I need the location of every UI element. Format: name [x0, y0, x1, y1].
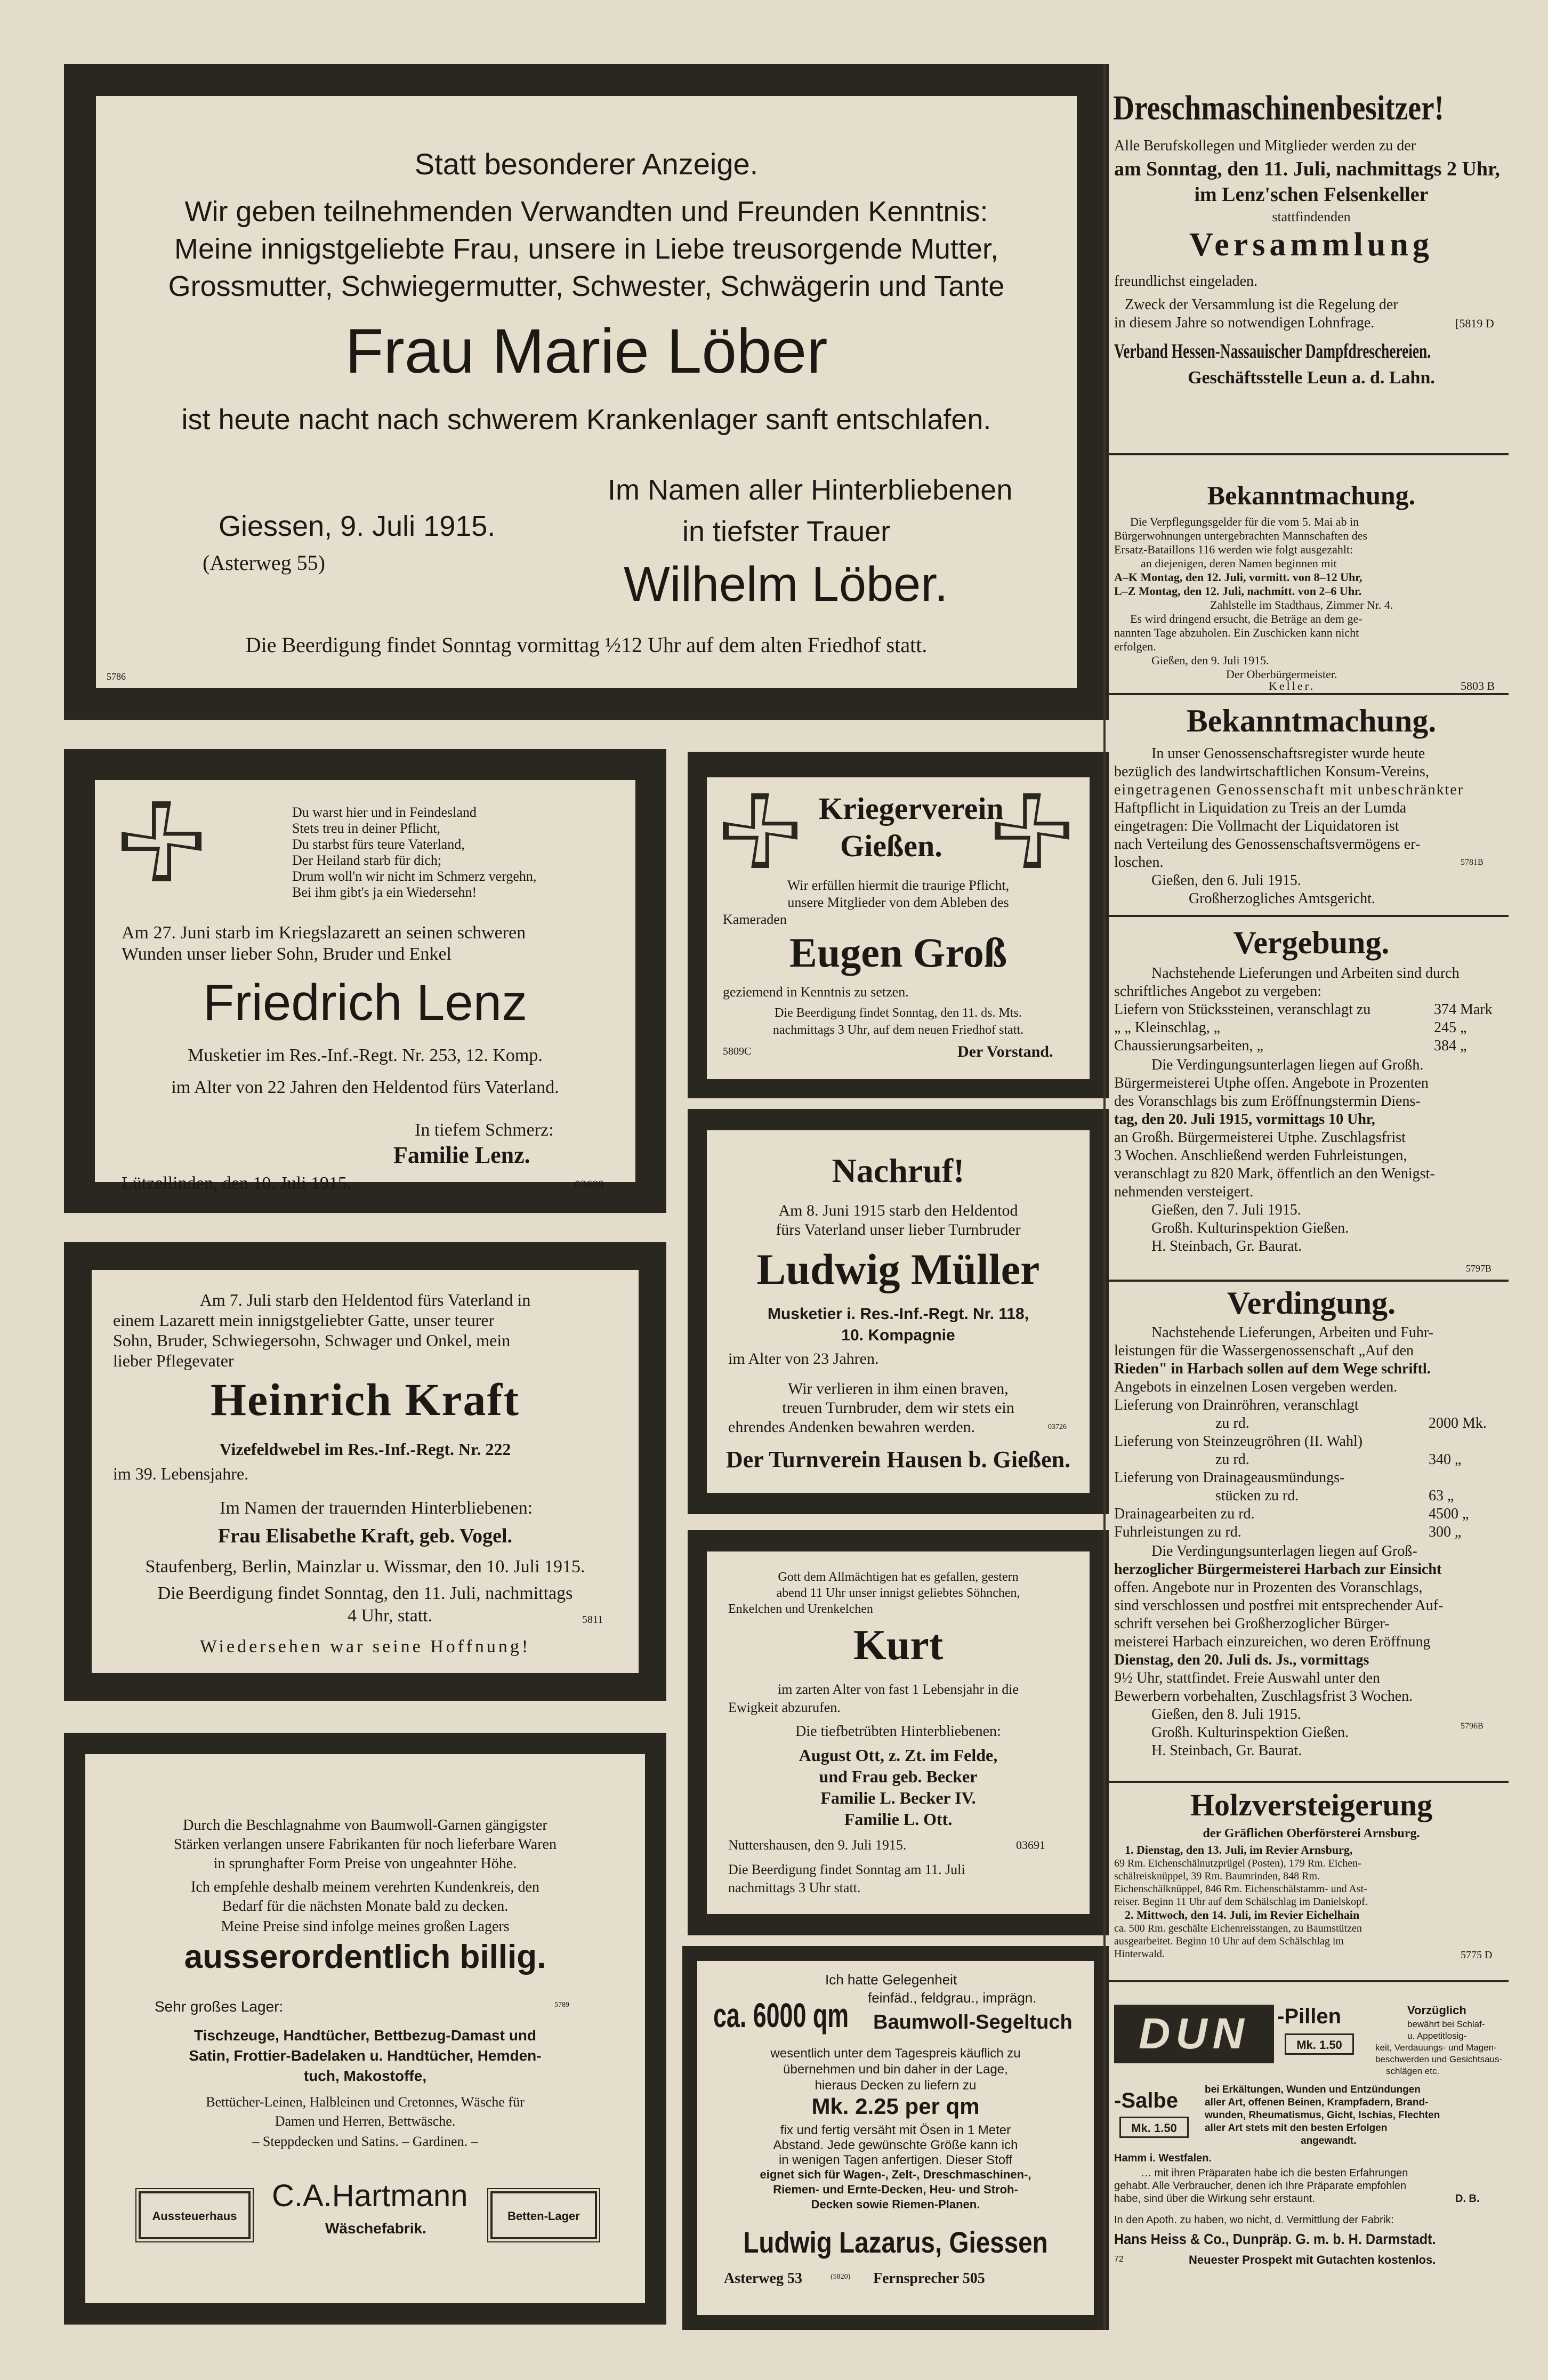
- verd-row-amount: 340 „: [1429, 1451, 1462, 1468]
- rank-line: 10. Kompagnie: [841, 1326, 955, 1344]
- rank-line: Musketier i. Res.-Inf.-Regt. Nr. 118,: [767, 1305, 1029, 1323]
- salbe-text: wunden, Rheumatismus, Gicht, Ischias, Flechten: [1205, 2110, 1440, 2121]
- verg-line: Bürgermeisterei Utphe offen. Angebote in Prozenten: [1114, 1075, 1429, 1091]
- testimonial: … mit ihren Präparaten habe ich die besten Erfahrungen: [1141, 2167, 1408, 2179]
- items-line: Bettücher-Leinen, Halbleinen und Cretonnes, Wäsche für: [206, 2094, 525, 2110]
- bek2-line: eingetragen: Die Vollmacht der Liquidatoren ist: [1114, 818, 1399, 834]
- iron-cross-icon: [995, 793, 1069, 868]
- bek1-line: nannten Tage abzuholen. Ein Zuschicken kann nicht: [1114, 626, 1359, 639]
- bek1-line: an diejenigen, deren Namen beginnen mit: [1141, 557, 1337, 570]
- items-line: Satin, Frottier-Badelaken u. Handtücher, Hemden-: [189, 2047, 542, 2064]
- kurt-line: Enkelchen und Urenkelchen: [728, 1602, 873, 1616]
- club-signer: Der Turnverein Hausen b. Gießen.: [725, 1446, 1071, 1473]
- dresch-line: Zweck der Versammlung ist die Regelung der: [1125, 296, 1398, 313]
- ad-code: 03689: [575, 1178, 604, 1191]
- notice-title: Vergebung.: [1233, 925, 1390, 960]
- ad-code: 5811: [582, 1614, 603, 1626]
- mourners-line: Im Namen der trauernden Hinterbliebenen:: [220, 1498, 533, 1518]
- phone: Fernsprecher 505: [873, 2270, 985, 2287]
- dresch-line: freundlichst eingeladen.: [1114, 273, 1258, 290]
- verg-line: Nachstehende Lieferungen und Arbeiten sind durch: [1151, 965, 1460, 982]
- mueller-line: fürs Vaterland unser lieber Turnbruder: [776, 1221, 1021, 1239]
- holz-line: schälreisknüppel, 39 Rm. Baumrinden, 848 Rm.: [1114, 1870, 1320, 1882]
- pills-label: -Pillen: [1277, 2005, 1342, 2028]
- product-name: Baumwoll-Segeltuch: [873, 2011, 1073, 2033]
- verg-line: tag, den 20. Juli 1915, vormittags 10 Uhr,: [1114, 1111, 1375, 1128]
- salbe-text: angewandt.: [1301, 2135, 1357, 2146]
- bek2-line: nach Verteilung des Genossenschaftsvermögens er-: [1114, 836, 1421, 853]
- holz-line: der Gräflichen Oberförsterei Arnsburg.: [1203, 1827, 1420, 1840]
- pills-price: Mk. 1.50: [1285, 2033, 1354, 2055]
- bek1-line: erfolgen.: [1114, 640, 1156, 653]
- dresch-line: in diesem Jahre so notwendigen Lohnfrage.: [1114, 315, 1375, 331]
- salbe-text: aller Art stets mit den besten Erfolgen: [1205, 2122, 1388, 2134]
- holz-line: ca. 500 Rm. geschälte Eichenreisstangen, zu Baumstützen: [1114, 1923, 1362, 1934]
- bek1-line: Zahlstelle im Stadthaus, Zimmer Nr. 4.: [1210, 598, 1393, 612]
- dresch-line: stattfindenden: [1272, 209, 1351, 224]
- rank-line: Vizefeldwebel im Res.-Inf.-Regt. Nr. 222: [219, 1440, 511, 1459]
- verd-row-item: Lieferung von Drainageausmündungs-: [1114, 1469, 1345, 1486]
- pills-text: bewährt bei Schlaf-: [1407, 2019, 1485, 2029]
- holz-line: 2. Mittwoch, den 14. Juli, im Revier Eichelhain: [1125, 1908, 1360, 1921]
- mourners-line: Im Namen aller Hinterbliebenen: [608, 474, 1013, 506]
- holz-line: Hinterwald.: [1114, 1948, 1165, 1960]
- ad-line: fix und fertig versäht mit Ösen in 1 Meter: [780, 2123, 1011, 2137]
- mueller-line: ehrendes Andenken bewahren werden.: [728, 1418, 975, 1436]
- ad-code: 5803 B: [1461, 679, 1495, 693]
- rank-line: Musketier im Res.-Inf.-Regt. Nr. 253, 12. Komp.: [188, 1046, 543, 1065]
- notice-title: Dreschmaschinenbesitzer!: [1113, 89, 1445, 127]
- bek1-line: A–K Montag, den 12. Juli, vormitt. von 8–12 Uhr,: [1114, 570, 1362, 584]
- pain-line: In tiefem Schmerz:: [415, 1120, 554, 1140]
- headline: ausserordentlich billig.: [184, 1939, 546, 1975]
- funeral-info: 4 Uhr, statt.: [348, 1606, 433, 1626]
- verg-line: nehmenden versteigert.: [1114, 1184, 1254, 1200]
- kriegerverein-notice: [688, 752, 1109, 1098]
- bek2-line: eingetragenen Genossenschaft mit unbeschränkter: [1114, 782, 1464, 798]
- kraft-line: Sohn, Bruder, Schwiegersohn, Schwager und Onkel, mein: [113, 1331, 511, 1350]
- verd-line: 9½ Uhr, stattfindet. Freie Auswahl unter den: [1114, 1670, 1380, 1686]
- kv-line: Kameraden: [723, 912, 787, 927]
- bekanntmachung-1: [1109, 459, 1514, 693]
- items-line: Tischzeuge, Handtücher, Bettbezug-Damast und: [194, 2027, 537, 2044]
- ad-code: 5775 D: [1461, 1949, 1493, 1961]
- ad-code: 03726: [1048, 1423, 1067, 1431]
- holz-line: 69 Rm. Eichenschälnutzprügel (Posten), 179 Rm. Eichen-: [1114, 1858, 1361, 1869]
- pills-text: keit, Verdauungs- und Magen-: [1375, 2043, 1497, 2053]
- kv-line: unsere Mitglieder von dem Ableben des: [787, 895, 1009, 910]
- verd-line: meisterei Harbach einzureichen, wo deren Eröffnung: [1114, 1634, 1431, 1650]
- ad-code: [5819 D: [1455, 317, 1494, 330]
- salbe-label: -Salbe: [1114, 2089, 1179, 2112]
- ad-line: Meine Preise sind infolge meines großen Lagers: [221, 1918, 510, 1935]
- iron-cross-icon: [122, 801, 201, 881]
- items-line: – Steppdecken und Satins. – Gardinen. –: [252, 2134, 478, 2149]
- place-date: Giessen, 9. Juli 1915.: [219, 510, 496, 542]
- items-line: tuch, Makostoffe,: [303, 2068, 427, 2084]
- ad-line: wesentlich unter dem Tagespreis käuflich zu: [770, 2046, 1021, 2061]
- kurt-line: im zarten Alter von fast 1 Lebensjahr in die: [778, 1682, 1019, 1697]
- testimonial: habe, sind über die Wirkung sehr erstaunt.: [1114, 2193, 1315, 2205]
- firm-name: C.A.Hartmann: [272, 2178, 468, 2213]
- ad-line: feinfäd., feldgrau., imprägn.: [868, 1990, 1037, 2006]
- holz-line: Eichenschälknüppel, 846 Rm. Eichenschälstamm- und Ast-: [1114, 1883, 1367, 1895]
- verd-line: Rieden" in Harbach sollen auf dem Wege schriftl.: [1114, 1361, 1431, 1377]
- verd-line: Bewerbern vorbehalten, Zuschlagsfrist 3 Wochen.: [1114, 1688, 1413, 1704]
- section-rule: [1109, 1781, 1509, 1783]
- verse-line: Du starbst fürs teure Vaterland,: [292, 837, 465, 852]
- signer-name: August Ott, z. Zt. im Felde,: [799, 1746, 998, 1765]
- holz-line: ausgearbeitet. Beginn 10 Uhr auf dem Schälschlag im: [1114, 1935, 1344, 1947]
- bek1-line: Gießen, den 9. Juli 1915.: [1151, 654, 1269, 667]
- verse-line: Stets treu in deiner Pflicht,: [292, 821, 441, 836]
- dresch-line: am Sonntag, den 11. Juli, nachmittags 2 Uhr,: [1114, 158, 1500, 180]
- mueller-line: Wir verlieren in ihm einen braven,: [788, 1380, 1009, 1397]
- meeting-headline: Versammlung: [1189, 227, 1433, 263]
- verg-line: des Voranschlags bis zum Eröffnungstermin Diens-: [1114, 1093, 1421, 1109]
- place-date: Nuttershausen, den 9. Juli 1915.: [728, 1837, 907, 1853]
- notice-title: Bekanntmachung.: [1207, 480, 1416, 510]
- verd-row-item: Drainagearbeiten zu rd.: [1114, 1506, 1255, 1522]
- bek1-line: Es wird dringend ersucht, die Beträge an dem ge-: [1130, 612, 1362, 625]
- ad-line: Stärken verlangen unsere Fabrikanten für noch lieferbare Waren: [174, 1836, 557, 1853]
- outfitter-badge: Aussteuerhaus: [139, 2191, 251, 2239]
- mueller-line: Am 8. Juni 1915 starb den Heldentod: [778, 1202, 1018, 1219]
- loeber-line: Wir geben teilnehmenden Verwandten und Freunden Kenntnis:: [184, 196, 988, 228]
- verd-row-amount: 63 „: [1429, 1488, 1454, 1504]
- testimonial-town: Hamm i. Westfalen.: [1114, 2152, 1212, 2164]
- age-line: im 39. Lebensjahre.: [113, 1464, 249, 1483]
- firm-name: Hans Heiss & Co., Dunpräp. G. m. b. H. Darmstadt.: [1114, 2231, 1436, 2247]
- mourners-line: in tiefster Trauer: [682, 516, 891, 548]
- verg-row-item: Liefern von Stückssteinen, veranschlagt zu: [1114, 1001, 1371, 1018]
- kurt-notice: [688, 1530, 1109, 1935]
- verg-line: H. Steinbach, Gr. Baurat.: [1151, 1238, 1302, 1255]
- items-line: Damen und Herren, Bettwäsche.: [275, 2113, 456, 2129]
- kraft-line: einem Lazarett mein innigstgeliebter Gatte, unser teurer: [113, 1310, 495, 1330]
- stock-label: Sehr großes Lager:: [155, 1998, 284, 2015]
- family-signer: Familie Lenz.: [393, 1142, 530, 1168]
- motto: Wiedersehen war seine Hoffnung!: [199, 1637, 531, 1657]
- salbe-text: aller Art, offenen Beinen, Krampfadern, Brand-: [1205, 2097, 1429, 2108]
- verg-row-item: „ „ Kleinschlag, „: [1114, 1019, 1221, 1036]
- ad-line: hieraus Decken zu liefern zu: [815, 2078, 977, 2093]
- org-name: Verband Hessen-Nassauischer Dampfdreschereien.: [1114, 340, 1431, 363]
- kurt-line: abend 11 Uhr unser innigst geliebtes Söhnchen,: [776, 1586, 1020, 1600]
- bek1-line: Der Oberbürgermeister.: [1226, 668, 1337, 681]
- loeber-notice: [64, 64, 1109, 720]
- office: Geschäftsstelle Leun a. d. Lahn.: [1188, 368, 1435, 388]
- mueller-line: treuen Turnbruder, dem wir stets ein: [782, 1399, 1014, 1417]
- kv-line: nachmittags 3 Uhr, auf dem neuen Friedhof statt.: [772, 1023, 1024, 1037]
- loeber-line: Grossmutter, Schwiegermutter, Schwester, Schwägerin und Tante: [168, 270, 1005, 302]
- ad-line: Decken sowie Riemen-Planen.: [811, 2198, 980, 2211]
- address: (Asterweg 55): [203, 551, 325, 575]
- section-rule: [1109, 1980, 1509, 1982]
- notice-title: Verdingung.: [1227, 1285, 1396, 1321]
- iron-cross-icon: [723, 793, 797, 868]
- verg-line: Gießen, den 7. Juli 1915.: [1151, 1202, 1301, 1218]
- signer-name: Wilhelm Löber.: [624, 557, 948, 612]
- ad-line: Ich empfehle deshalb meinem verehrten Kundenkreis, den: [191, 1879, 539, 1895]
- verg-row-item: Chaussierungsarbeiten, „: [1114, 1038, 1263, 1054]
- verd-line: Die Verdingungsunterlagen liegen auf Groß-: [1151, 1543, 1417, 1559]
- pills-text: Vorzüglich: [1407, 2004, 1466, 2017]
- kv-line: geziemend in Kenntnis zu setzen.: [723, 984, 909, 1000]
- deceased-name: Frau Marie Löber: [345, 316, 828, 387]
- bek1-signer: Keller.: [1269, 679, 1316, 693]
- holz-line: 1. Dienstag, den 13. Juli, im Revier Arnsburg,: [1125, 1843, 1353, 1856]
- pills-text: beschwerden und Gesichtsaus-: [1375, 2054, 1503, 2064]
- section-rule: [1109, 453, 1509, 455]
- ad-code: 5786: [107, 671, 126, 682]
- age-line: im Alter von 22 Jahren den Heldentod fürs Vaterland.: [171, 1078, 559, 1097]
- ad-line: Abstand. Jede gewünschte Größe kann ich: [773, 2138, 1018, 2152]
- kraft-line: lieber Pflegevater: [113, 1351, 234, 1370]
- quantity: ca. 6000 qm: [713, 1996, 849, 2035]
- bek1-line: Die Verpflegungsgelder für die vom 5. Mai ab in: [1130, 515, 1359, 528]
- bekanntmachung-2: [1109, 693, 1514, 917]
- mueller-notice: [688, 1109, 1109, 1514]
- deceased-name: Friedrich Lenz: [203, 974, 528, 1031]
- court-name: Großherzogliches Amtsgericht.: [1189, 890, 1375, 907]
- verg-line: schriftliches Angebot zu vergeben:: [1114, 983, 1322, 1000]
- verd-line: Gießen, den 8. Juli 1915.: [1151, 1706, 1301, 1723]
- verd-line: leistungen für die Wassergenossenschaft „Auf den: [1114, 1342, 1414, 1359]
- signer-name: Frau Elisabethe Kraft, geb. Vogel.: [217, 1525, 513, 1547]
- notice-title: Bekanntmachung.: [1186, 703, 1437, 738]
- verg-line: an Großh. Bürgermeisterei Utphe. Zuschlagsfrist: [1114, 1129, 1406, 1146]
- loeber-header: Statt besonderer Anzeige.: [414, 147, 759, 181]
- ad-line: Ich hatte Gelegenheit: [825, 1972, 957, 1988]
- verd-row-item: Lieferung von Steinzeugröhren (II. Wahl): [1114, 1433, 1363, 1450]
- dresch-line: im Lenz'schen Felsenkeller: [1194, 183, 1429, 206]
- loeber-line: Meine innigstgeliebte Frau, unsere in Liebe treusorgende Mutter,: [174, 233, 998, 265]
- lenz-notice: [64, 749, 666, 1213]
- kv-signer: Der Vorstand.: [957, 1043, 1053, 1060]
- loeber-line: ist heute nacht nach schwerem Krankenlager sanft entschlafen.: [181, 404, 991, 436]
- verd-row-item: Fuhrleistungen zu rd.: [1114, 1524, 1241, 1540]
- availability: In den Apoth. zu haben, wo nicht, d. Vermittlung der Fabrik:: [1114, 2214, 1394, 2226]
- kv-line: Die Beerdigung findet Sonntag, den 11. ds. Mts.: [775, 1006, 1022, 1020]
- verd-row-sub: zu rd.: [1215, 1451, 1249, 1468]
- verg-line: veranschlagt zu 820 Mark, öffentlich an den Wenigst-: [1114, 1165, 1435, 1182]
- verg-row-amount: 245 „: [1434, 1019, 1467, 1036]
- column-rule: [1103, 64, 1106, 2330]
- deceased-name: Heinrich Kraft: [211, 1374, 520, 1425]
- testimonial-sign: D. B.: [1455, 2193, 1480, 2205]
- holz-line: reiser. Beginn 11 Uhr auf dem Schälschlag im Danielskopf.: [1114, 1896, 1368, 1908]
- bedding-badge: Betten-Lager: [490, 2191, 597, 2239]
- funeral-info: Die Beerdigung findet Sonntag vormittag ½12 Uhr auf dem alten Friedhof statt.: [245, 633, 928, 657]
- verd-line: Nachstehende Lieferungen, Arbeiten und Fuhr-: [1151, 1324, 1433, 1341]
- verd-row-amount: 2000 Mk.: [1429, 1415, 1487, 1432]
- deceased-name: Eugen Groß: [789, 929, 1007, 976]
- bek2-line: bezüglich des landwirtschaftlichen Konsum-Vereins,: [1114, 763, 1429, 780]
- verd-line: H. Steinbach, Gr. Baurat.: [1151, 1742, 1302, 1759]
- verg-row-amount: 374 Mark: [1434, 1001, 1493, 1018]
- kv-line: Wir erfüllen hiermit die traurige Pflicht,: [787, 878, 1010, 893]
- kurt-line: Die tiefbetrübten Hinterbliebenen:: [795, 1723, 1001, 1740]
- ad-code: (5820): [831, 2273, 851, 2281]
- verse-line: Der Heiland starb für dich;: [292, 853, 442, 868]
- verd-line: Dienstag, den 20. Juli ds. Js., vormittags: [1114, 1652, 1369, 1668]
- pills-text: schlägen etc.: [1386, 2066, 1440, 2076]
- ad-code: 5809C: [723, 1046, 752, 1057]
- verse-line: Du warst hier und in Feindesland: [292, 805, 477, 820]
- prospect-line: Neuester Prospekt mit Gutachten kostenlos.: [1189, 2253, 1436, 2266]
- verse-line: Drum woll'n wir nicht im Schmerz vergehn,: [292, 869, 537, 884]
- dresch-line: Alle Berufskollegen und Mitglieder werden zu der: [1114, 138, 1416, 154]
- verd-row-amount: 300 „: [1429, 1524, 1462, 1540]
- ad-code: 03691: [1016, 1838, 1045, 1852]
- bek2-line: In unser Genossenschaftsregister wurde heute: [1151, 745, 1425, 762]
- ad-code: 5781B: [1461, 858, 1484, 867]
- verd-row-amount: 4500 „: [1429, 1506, 1469, 1522]
- kraft-line: Am 7. Juli starb den Heldentod fürs Vaterland in: [199, 1290, 531, 1309]
- notice-title: Nachruf!: [832, 1152, 965, 1189]
- holzversteigerung-notice: [1109, 1783, 1514, 1981]
- ad-code: 72: [1114, 2255, 1124, 2264]
- verd-line: Angebots in einzelnen Losen vergeben werden.: [1114, 1379, 1398, 1395]
- places-date: Staufenberg, Berlin, Mainzlar u. Wissmar, den 10. Juli 1915.: [145, 1557, 585, 1577]
- salbe-text: bei Erkältungen, Wunden und Entzündungen: [1205, 2084, 1421, 2095]
- verdingung-notice: [1109, 1280, 1514, 1775]
- age-line: im Alter von 23 Jahren.: [728, 1350, 879, 1368]
- lazarus-ad: [682, 1946, 1109, 2330]
- verd-row-sub: zu rd.: [1215, 1415, 1249, 1432]
- dresch-notice: [1109, 75, 1514, 448]
- verd-line: offen. Angebote nur in Prozenten des Voranschlags,: [1114, 1579, 1423, 1596]
- verg-line: 3 Wochen. Anschließend werden Fuhrleistungen,: [1114, 1147, 1407, 1164]
- verg-line: Großh. Kulturinspektion Gießen.: [1151, 1220, 1349, 1236]
- firm-name: Ludwig Lazarus, Giessen: [743, 2225, 1048, 2259]
- bek1-line: Bürgerwohnungen untergebrachten Mannschaften des: [1114, 529, 1368, 542]
- verg-line: Die Verdingungsunterlagen liegen auf Großh.: [1151, 1057, 1424, 1073]
- ad-code: 5796B: [1461, 1722, 1484, 1731]
- deceased-name: Kurt: [853, 1622, 944, 1669]
- place-date: Lützellinden, den 10. Juli 1915.: [122, 1173, 352, 1193]
- lenz-line: Wunden unser lieber Sohn, Bruder und Enkel: [122, 944, 452, 964]
- verd-line: Großh. Kulturinspektion Gießen.: [1151, 1724, 1349, 1741]
- ad-line: in wenigen Tagen anfertigen. Dieser Stoff: [778, 2153, 1013, 2167]
- funeral-info: nachmittags 3 Uhr statt.: [728, 1880, 861, 1895]
- lenz-line: Am 27. Juni starb im Kriegslazarett an seinen schweren: [122, 923, 526, 943]
- signer-name: Familie L. Becker IV.: [820, 1788, 976, 1807]
- ad-code: 5797B: [1466, 1263, 1492, 1274]
- bek1-line: Ersatz-Bataillons 116 werden wie folgt ausgezahlt:: [1114, 543, 1353, 556]
- club-title: Kriegerverein: [819, 791, 1004, 826]
- kurt-line: Ewigkeit abzurufen.: [728, 1700, 841, 1715]
- bek2-line: loschen.: [1114, 854, 1164, 871]
- verg-row-amount: 384 „: [1434, 1038, 1467, 1054]
- verd-line: sind verschlossen und postfrei mit entsprechender Auf-: [1114, 1597, 1444, 1614]
- ad-line: übernehmen und bin daher in der Lage,: [783, 2062, 1008, 2077]
- verd-line: schrift versehen bei Großherzoglicher Bürger-: [1114, 1615, 1390, 1632]
- ad-line: Durch die Beschlagnahme von Baumwoll-Garnen gängigster: [183, 1817, 547, 1834]
- verd-row-sub: stücken zu rd.: [1215, 1488, 1299, 1504]
- ad-line: eignet sich für Wagen-, Zelt-, Dreschmaschinen-,: [760, 2168, 1031, 2181]
- kurt-line: Gott dem Allmächtigen hat es gefallen, gestern: [778, 1570, 1019, 1584]
- price: Mk. 2.25 per qm: [811, 2094, 980, 2119]
- ad-code: 5789: [554, 2001, 569, 2009]
- funeral-info: Die Beerdigung findet Sonntag am 11. Juli: [728, 1862, 965, 1877]
- bek2-line: Haftpflicht in Liquidation zu Treis an der Lumda: [1114, 800, 1407, 816]
- testimonial: gehabt. Alle Verbraucher, denen ich Ihre Präparate empfohlen: [1114, 2180, 1407, 2192]
- signer-name: Familie L. Ott.: [844, 1810, 953, 1829]
- pills-text: u. Appetitlosig-: [1407, 2031, 1467, 2041]
- ad-line: Riemen- und Ernte-Decken, Heu- und Stroh-: [773, 2183, 1018, 2196]
- dun-ad: [1109, 1994, 1514, 2293]
- notice-title: Holzversteigerung: [1190, 1788, 1433, 1822]
- deceased-name: Ludwig Müller: [756, 1245, 1040, 1293]
- hartmann-ad: [64, 1733, 666, 2325]
- funeral-info: Die Beerdigung findet Sonntag, den 11. Juli, nachmittags: [157, 1583, 573, 1603]
- ad-line: in sprunghafter Form Preise von ungeahnter Höhe.: [213, 1855, 517, 1872]
- street: Asterweg 53: [724, 2270, 802, 2287]
- salbe-price: Mk. 1.50: [1119, 2117, 1189, 2138]
- ad-line: Bedarf für die nächsten Monate bald zu decken.: [222, 1898, 509, 1915]
- verd-line: herzoglicher Bürgermeisterei Harbach zur Einsicht: [1114, 1561, 1442, 1578]
- signer-name: und Frau geb. Becker: [819, 1767, 978, 1786]
- kraft-notice: [64, 1242, 666, 1701]
- bek1-line: L–Z Montag, den 12. Juli, nachmitt. von 2–6 Uhr.: [1114, 584, 1362, 598]
- firm-sub: Wäschefabrik.: [325, 2220, 426, 2237]
- dun-logo: DUN: [1114, 2005, 1274, 2063]
- club-city: Gießen.: [840, 829, 942, 863]
- verd-row-item: Lieferung von Drainröhren, veranschlagt: [1114, 1397, 1359, 1413]
- verse-line: Bei ihm gibt's ja ein Wiedersehn!: [292, 885, 477, 900]
- vergebung-notice: [1109, 917, 1514, 1280]
- bek2-line: Gießen, den 6. Juli 1915.: [1151, 872, 1301, 889]
